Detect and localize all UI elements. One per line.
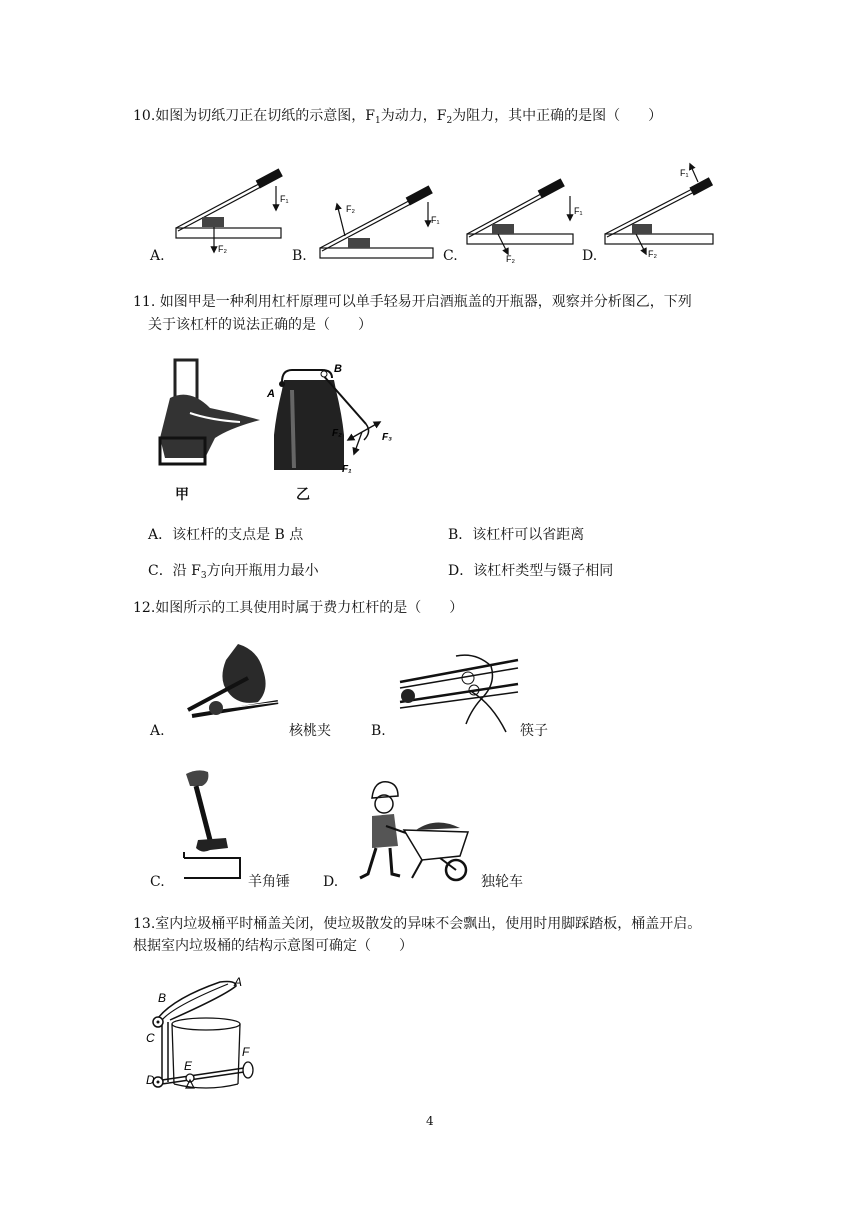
q10-stem: 10.如图为切纸刀正在切纸的示意图，$F_1$为动力，$F_2$为阻力，其中正确的是图（ ）	[133, 108, 663, 126]
svg-text:F₂: F₂	[648, 249, 657, 259]
svg-text:A: A	[234, 975, 243, 989]
svg-text:A: A	[267, 388, 275, 400]
svg-text:F₃: F₃	[382, 432, 392, 443]
svg-text:B: B	[334, 363, 342, 375]
q13-stem-line2: 根据室内垃圾桶的结构示意图可确定（ ）	[133, 938, 413, 954]
q10-figure-a	[176, 168, 289, 254]
q12-name-c: 羊角锤	[248, 874, 290, 890]
q13-trash-can-diagram	[144, 972, 264, 1098]
svg-text:F₂: F₂	[506, 254, 515, 264]
page-number: 4	[426, 1114, 434, 1128]
svg-text:F₂: F₂	[218, 244, 227, 254]
q10-option-b: B.	[292, 248, 307, 264]
q12-name-a: 核桃夹	[289, 723, 331, 739]
svg-text:F₁: F₁	[574, 206, 583, 216]
svg-text:E: E	[184, 1059, 193, 1073]
q10-figure-c	[467, 178, 583, 264]
q10-figure-d	[605, 164, 713, 259]
svg-text:F₁: F₁	[280, 194, 289, 204]
q12-nutcracker-image	[178, 640, 288, 722]
svg-text:F: F	[242, 1045, 250, 1059]
q11-option-d: D．该杠杆类型与镊子相同	[448, 563, 614, 579]
q10-option-a: A.	[150, 248, 165, 264]
q11-label-jia: 甲	[175, 487, 189, 503]
q11-option-c: C．沿 $F_3$方向开瓶用力最小	[148, 563, 319, 581]
q12-stem: 12.如图所示的工具使用时属于费力杠杆的是（ ）	[133, 600, 464, 616]
svg-text:F₂: F₂	[332, 428, 342, 439]
q10-figures	[140, 160, 730, 270]
q10-option-d: D.	[582, 248, 598, 264]
svg-text:D: D	[146, 1073, 155, 1087]
q12-claw-hammer-image	[180, 768, 250, 883]
q12-option-b: B.	[371, 723, 386, 739]
q10-figure-b	[320, 185, 440, 258]
q12-wheelbarrow-image	[346, 770, 472, 885]
q12-name-d: 独轮车	[481, 874, 523, 890]
q12-chopsticks-image	[396, 652, 522, 736]
q11-stem-line2: 关于该杠杆的说法正确的是（ ）	[148, 317, 372, 333]
q12-name-b: 筷子	[520, 723, 548, 739]
q12-option-d: D.	[323, 874, 339, 890]
q10-option-c: C.	[443, 248, 458, 264]
q12-option-a: A.	[150, 723, 165, 739]
q13-stem-line1: 13.室内垃圾桶平时桶盖关闭，使垃圾散发的异味不会飘出，使用时用脚踩踏板，桶盖开启。	[133, 916, 702, 932]
svg-text:F₁: F₁	[342, 464, 352, 475]
svg-text:F₁: F₁	[431, 215, 440, 225]
q11-option-a: A．该杠杆的支点是 B 点	[148, 527, 304, 543]
q11-figure-jia	[150, 358, 265, 473]
svg-text:F₁: F₁	[680, 168, 689, 178]
q11-option-b: B．该杠杆可以省距离	[448, 527, 585, 543]
svg-text:B: B	[158, 991, 167, 1005]
q11-stem-line1: 11. 如图甲是一种利用杠杆原理可以单手轻易开启酒瓶盖的开瓶器，观察并分析图乙，下列	[133, 294, 692, 310]
q12-option-c: C.	[150, 874, 165, 890]
q11-figure-yi	[262, 360, 402, 480]
svg-text:F₂: F₂	[346, 204, 355, 214]
q11-label-yi: 乙	[296, 487, 310, 503]
svg-text:C: C	[146, 1031, 155, 1045]
